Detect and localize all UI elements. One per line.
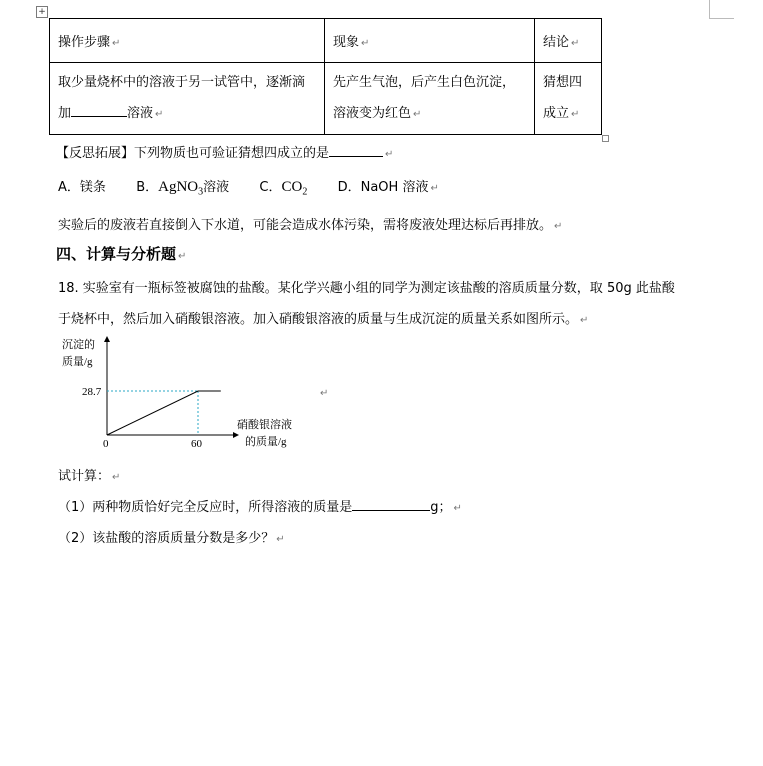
experiment-table bbox=[49, 18, 602, 135]
calc-question-2: （2）该盐酸的溶质质量分数是多少？ ↵ bbox=[58, 531, 285, 546]
option-b: B．AgNO$_3$溶液 bbox=[136, 179, 230, 198]
section-heading: 四、计算与分析题 ↵ bbox=[56, 245, 187, 263]
paragraph-mark-icon: ↵ bbox=[112, 472, 121, 483]
option-c: C．$CO_2$ bbox=[259, 179, 308, 198]
table-row bbox=[50, 63, 602, 135]
paragraph-mark-icon: ↵ bbox=[413, 109, 422, 120]
cell-phenomenon: 先产生气泡，后产生白色沉淀， 溶液变为红色 ↵ bbox=[325, 63, 535, 135]
paragraph-mark-icon: ↵ bbox=[361, 38, 370, 49]
paragraph-mark-icon: ↵ bbox=[320, 388, 329, 399]
paragraph-mark-icon: ↵ bbox=[571, 109, 580, 120]
paragraph-mark-icon: ↵ bbox=[430, 183, 439, 194]
paragraph-mark-icon: ↵ bbox=[571, 38, 580, 49]
series-line bbox=[107, 391, 221, 435]
option-a: A．镁条 bbox=[58, 180, 106, 195]
paragraph-mark-icon: ↵ bbox=[554, 221, 563, 232]
problem-line-2: 于烧杯中，然后加入硝酸银溶液。加入硝酸银溶液的质量与生成沉淀的质量关系如图所示。 ↵ bbox=[58, 312, 589, 327]
y-tick-label: 28.7 bbox=[82, 386, 102, 398]
table-header-row bbox=[50, 19, 602, 63]
paragraph-mark-icon: ↵ bbox=[276, 534, 285, 545]
answer-blank[interactable] bbox=[71, 102, 127, 117]
x-axis-label-line1: 硝酸银溶液 bbox=[237, 419, 292, 431]
header-cell-conclusion: 结论 ↵ bbox=[535, 19, 602, 63]
header-cell-phenomenon: 现象 ↵ bbox=[325, 19, 535, 63]
paragraph-mark-icon: ↵ bbox=[385, 149, 394, 160]
reflection-options bbox=[58, 176, 439, 198]
x-tick-label: 60 bbox=[191, 438, 202, 450]
answer-blank[interactable] bbox=[352, 496, 430, 511]
page-corner-mark bbox=[709, 0, 734, 19]
reflection-question: 【反思拓展】下列物质也可验证猜想四成立的是 ↵ bbox=[56, 142, 393, 161]
calc-intro: 试计算： ↵ bbox=[58, 469, 121, 484]
option-d: D．NaOH 溶液 bbox=[337, 180, 429, 195]
answer-blank[interactable] bbox=[329, 142, 383, 157]
paragraph-mark-icon: ↵ bbox=[178, 251, 187, 262]
paragraph-mark-icon: ↵ bbox=[453, 503, 462, 514]
waste-note: 实验后的废液若直接倒入下水道，可能会造成水体污染，需将废液处理达标后再排放。 ↵ bbox=[58, 218, 563, 233]
paragraph-mark-icon: ↵ bbox=[155, 109, 164, 120]
paragraph-mark-icon: ↵ bbox=[580, 315, 589, 326]
header-cell-steps: 操作步骤 ↵ bbox=[50, 19, 325, 63]
paragraph-mark-icon: ↵ bbox=[112, 38, 121, 49]
cell-step: 取少量烧杯中的溶液于另一试管中，逐渐滴 加 溶液 ↵ bbox=[50, 63, 325, 135]
cell-conclusion: 猜想四 成立 ↵ bbox=[535, 63, 602, 135]
calc-question-1: （1）两种物质恰好完全反应时，所得溶液的质量是 g； ↵ bbox=[58, 496, 462, 515]
table-resize-handle[interactable] bbox=[602, 135, 609, 142]
x-axis-label-line2: 的质量/g bbox=[245, 436, 287, 448]
precipitate-chart bbox=[56, 333, 336, 455]
origin-label: 0 bbox=[103, 438, 109, 450]
problem-line-1: 18. 实验室有一瓶标签被腐蚀的盐酸。某化学兴趣小组的同学为测定该盐酸的溶质质量分数，取 50g 此盐酸 bbox=[58, 281, 675, 296]
y-axis-label-line1: 沉淀的 bbox=[62, 339, 95, 351]
table-move-handle-icon[interactable]: + bbox=[36, 6, 48, 18]
y-axis-label-line2: 质量/g bbox=[62, 356, 93, 368]
